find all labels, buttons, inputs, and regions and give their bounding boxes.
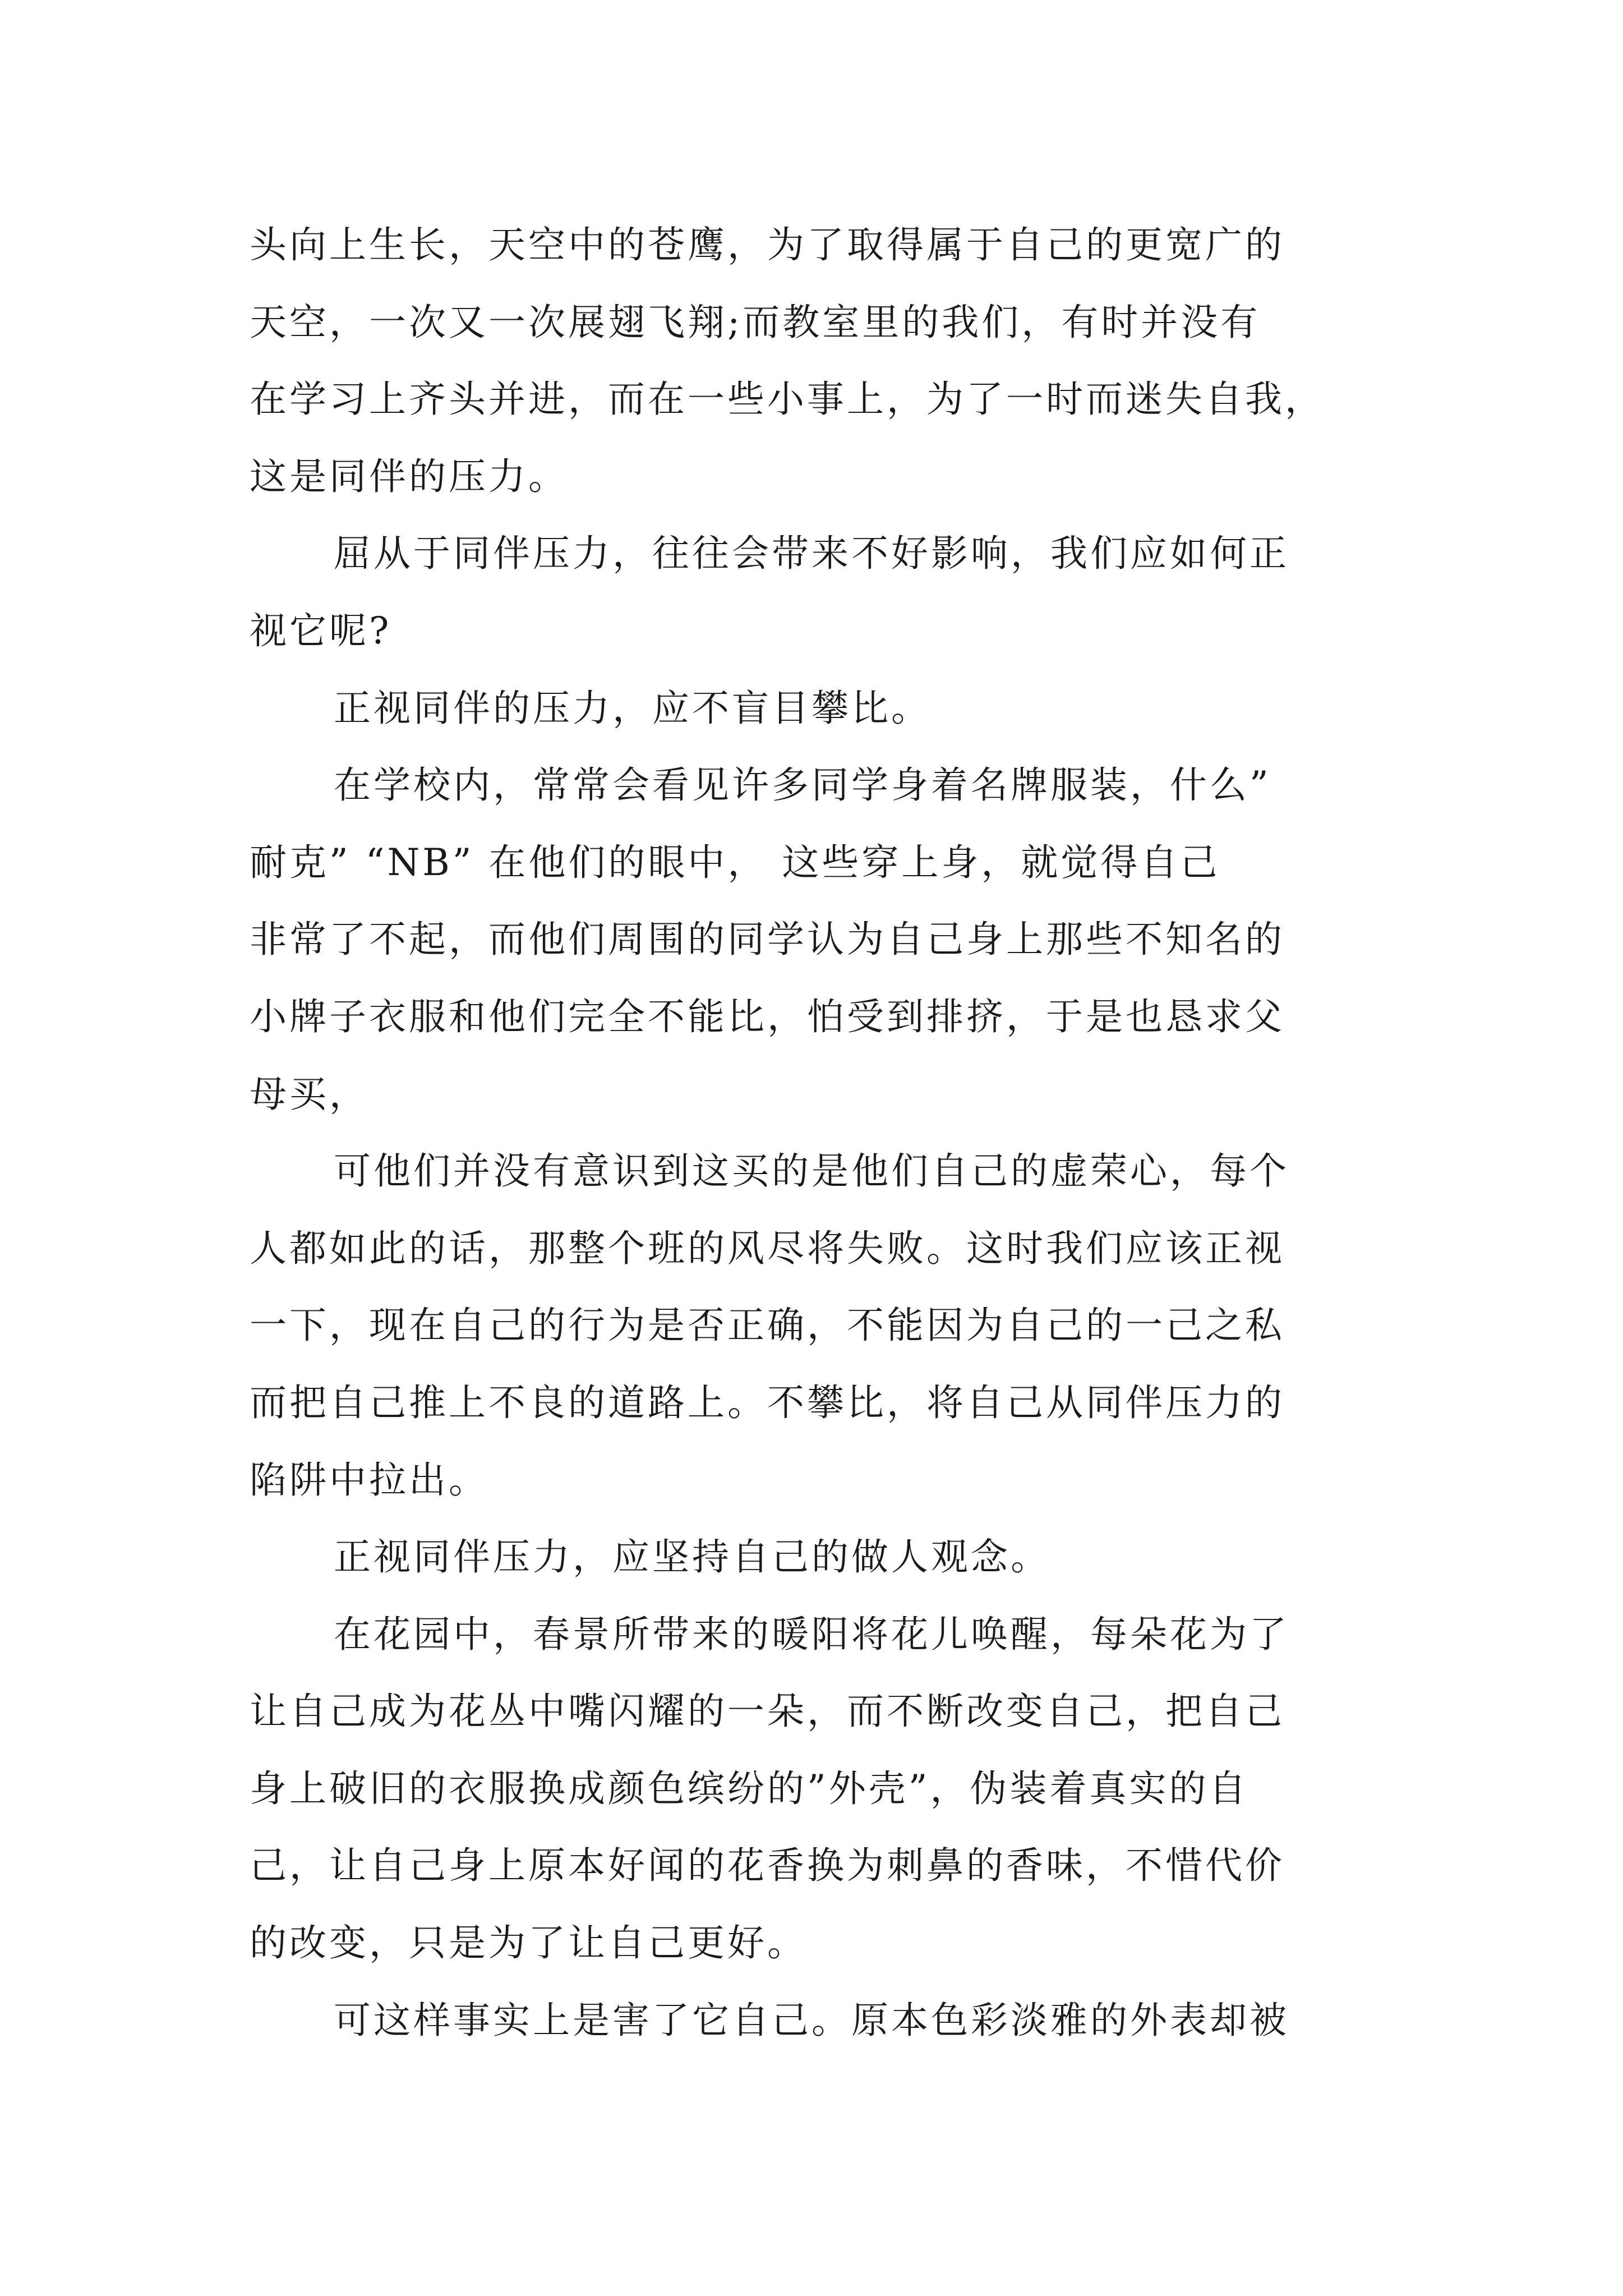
text-line: 天空，一次又一次展翅飞翔;而教室里的我们，有时并没有	[250, 300, 1261, 344]
text-line: 这是同伴的压力。	[250, 454, 568, 498]
text-line: 非常了不起，而他们周围的同学认为自己身上那些不知名的	[250, 918, 1285, 961]
text-line: 人都如此的话，那整个班的风尽将失败。这时我们应该正视	[250, 1226, 1285, 1270]
text-line: 陷阱中拉出。	[250, 1458, 488, 1502]
text-line: 可这样事实上是害了它自己。原本色彩淡雅的外表却被	[334, 1998, 1289, 2042]
text-line: 在花园中，春景所带来的暖阳将花儿唤醒，每朵花为了	[334, 1612, 1289, 1656]
text-line: 在学校内，常常会看见许多同学身着名牌服装，什么”	[334, 763, 1271, 807]
text-line: 正视同伴压力，应坚持自己的做人观念。	[334, 1535, 1050, 1579]
text-line: 正视同伴的压力，应不盲目攀比。	[334, 686, 931, 730]
text-line: 可他们并没有意识到这买的是他们自己的虚荣心，每个	[334, 1149, 1289, 1193]
text-line: 让自己成为花丛中嘴闪耀的一朵，而不断改变自己，把自己	[250, 1690, 1285, 1733]
text-line: 耐克” “NB” 在他们的眼中， 这些穿上身，就觉得自己	[250, 840, 1220, 884]
text-line: 头向上生长，天空中的苍鹰，为了取得属于自己的更宽广的	[250, 223, 1285, 266]
text-line: 屈从于同伴压力，往往会带来不好影响，我们应如何正	[334, 532, 1289, 576]
text-line: 而把自己推上不良的道路上。不攀比，将自己从同伴压力的	[250, 1381, 1285, 1424]
body-text	[250, 206, 1396, 2059]
text-line: 的改变，只是为了让自己更好。	[250, 1921, 807, 1965]
text-line: 小牌子衣服和他们完全不能比，怕受到排挤，于是也恳求父	[250, 995, 1285, 1038]
text-line: 身上破旧的衣服换成颜色缤纷的”外壳”，伪装着真实的自	[250, 1766, 1249, 1810]
text-line: 己，让自己身上原本好闻的花香换为刺鼻的香味，不惜代价	[250, 1844, 1285, 1888]
text-line: 一下，现在自己的行为是否正确，不能因为自己的一己之私	[250, 1304, 1285, 1347]
text-line: 视它呢?	[250, 609, 392, 652]
text-line: 在学习上齐头并进，而在一些小事上，为了一时而迷失自我，	[250, 378, 1325, 421]
text-line: 母买，	[250, 1072, 369, 1116]
